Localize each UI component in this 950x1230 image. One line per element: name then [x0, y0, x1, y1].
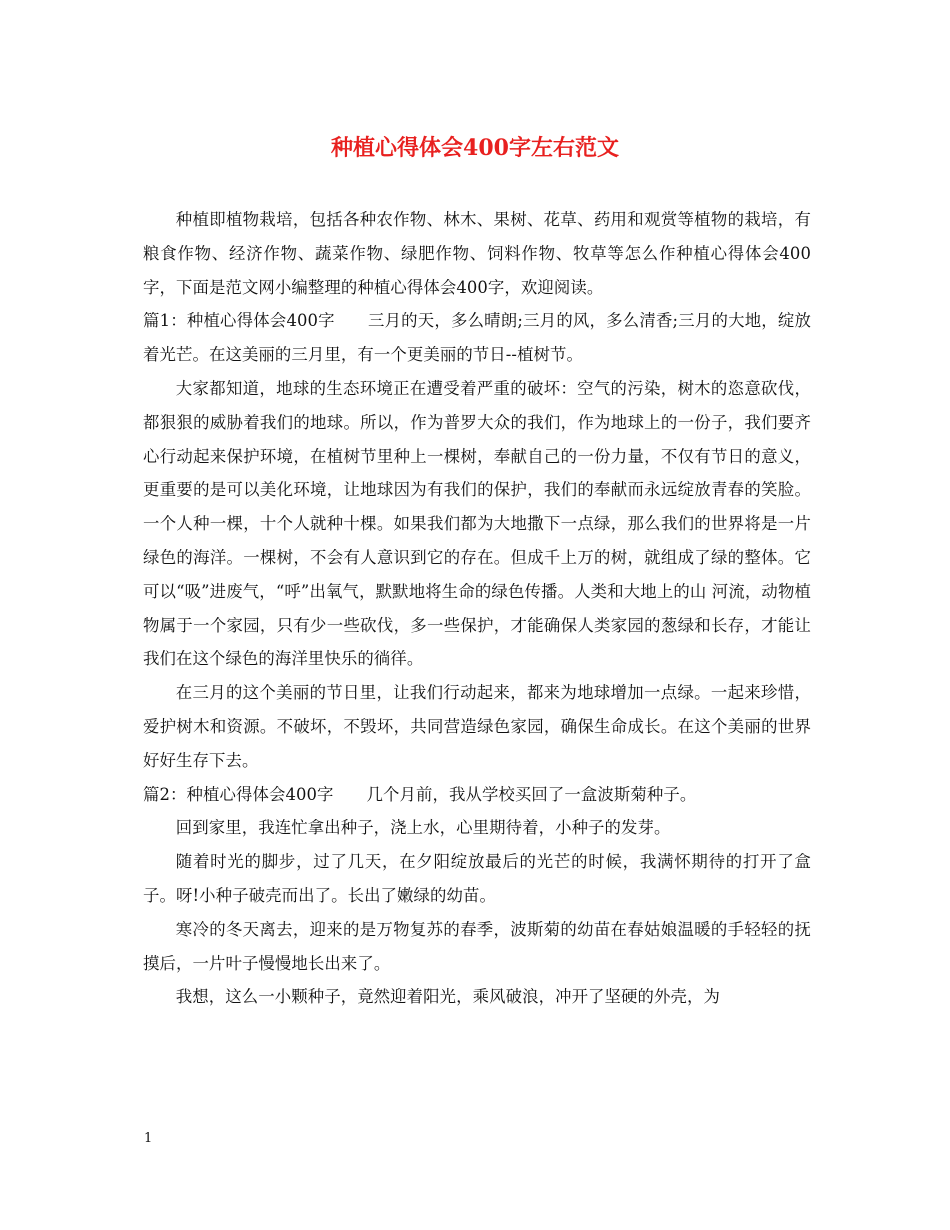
paragraph-intro: 种植即植物栽培，包括各种农作物、林木、果树、花草、药用和观赏等植物的栽培，有粮食作物、经济作物、蔬菜作物、绿肥作物、饲料作物、牧草等怎么作种植心得体会400字，下面是范文网小编整理的种植心得体会400字，欢迎阅读。: [143, 210, 811, 297]
paragraph-reflection: 我想，这么一小颗种子，竟然迎着阳光，乘风破浪，冲开了坚硬的外壳，为: [175, 987, 720, 1007]
paragraph-sprouting: 随着时光的脚步，过了几天，在夕阳绽放最后的光芒的时候，我满怀期待的打开了盒子。呀!小种子破壳而出了。长出了嫩绿的幼苗。: [143, 852, 811, 905]
page-number: 1: [144, 1131, 153, 1146]
paragraph-call-to-action: 在三月的这个美丽的节日里，让我们行动起来，都来为地球增加一点绿。一起来珍惜，爱护树木和资源。不破坏，不毁坏，共同营造绿色家园，确保生命成长。在这个美丽的世界好好生存下去。: [143, 683, 811, 770]
paragraph-part1-heading: 篇1：种植心得体会400字 三月的天，多么晴朗;三月的风，多么清香;三月的大地，绽放着光芒。在这美丽的三月里，有一个更美丽的节日--植树节。: [143, 311, 811, 365]
document-body: [143, 203, 811, 1014]
paragraph-spring: 寒冷的冬天离去，迎来的是万物复苏的春季，波斯菊的幼苗在春姑娘温暖的手轻轻的抚摸后，一片叶子慢慢地长出来了。: [143, 919, 811, 973]
paragraph-part2-heading: 篇2：种植心得体会400字 几个月前，我从学校买回了一盒波斯菊种子。: [143, 784, 697, 804]
paragraph-watering: 回到家里，我连忙拿出种子，浇上水，心里期待着，小种子的发芽。: [175, 818, 671, 838]
paragraph-environment: 大家都知道，地球的生态环境正在遭受着严重的破坏：空气的污染，树木的恣意砍伐，都狠狠的威胁着我们的地球。所以，作为普罗大众的我们，作为地球上的一份子，我们要齐心行动起来保护环境，在植树节里种上一棵树，奉献自己的一份力量，不仅有节日的意义，更重要的是可以美化环境，让地球因为有我们的保护，我们的奉献而永远绽放青春的笑脸。一个人种一棵，十个人就种十棵。如果我们都为大地撒下一点绿，那么我们的世界将是一片绿色的海洋。一棵树，不会有人意识到它的存在。但成千上万的树，就组成了绿的整体。它可以“吸”进废气，“呼”出氧气，默默地将生命的绿色传播。人类和大地上的山 河流，动物植物属于一个家园，只有少一些砍伐，多一些保护，才能确保人类家园的葱绿和长存，才能让我们在这个绿色的海洋里快乐的徜徉。: [143, 378, 811, 669]
document-title: 种植心得体会400字左右范文: [331, 135, 619, 161]
